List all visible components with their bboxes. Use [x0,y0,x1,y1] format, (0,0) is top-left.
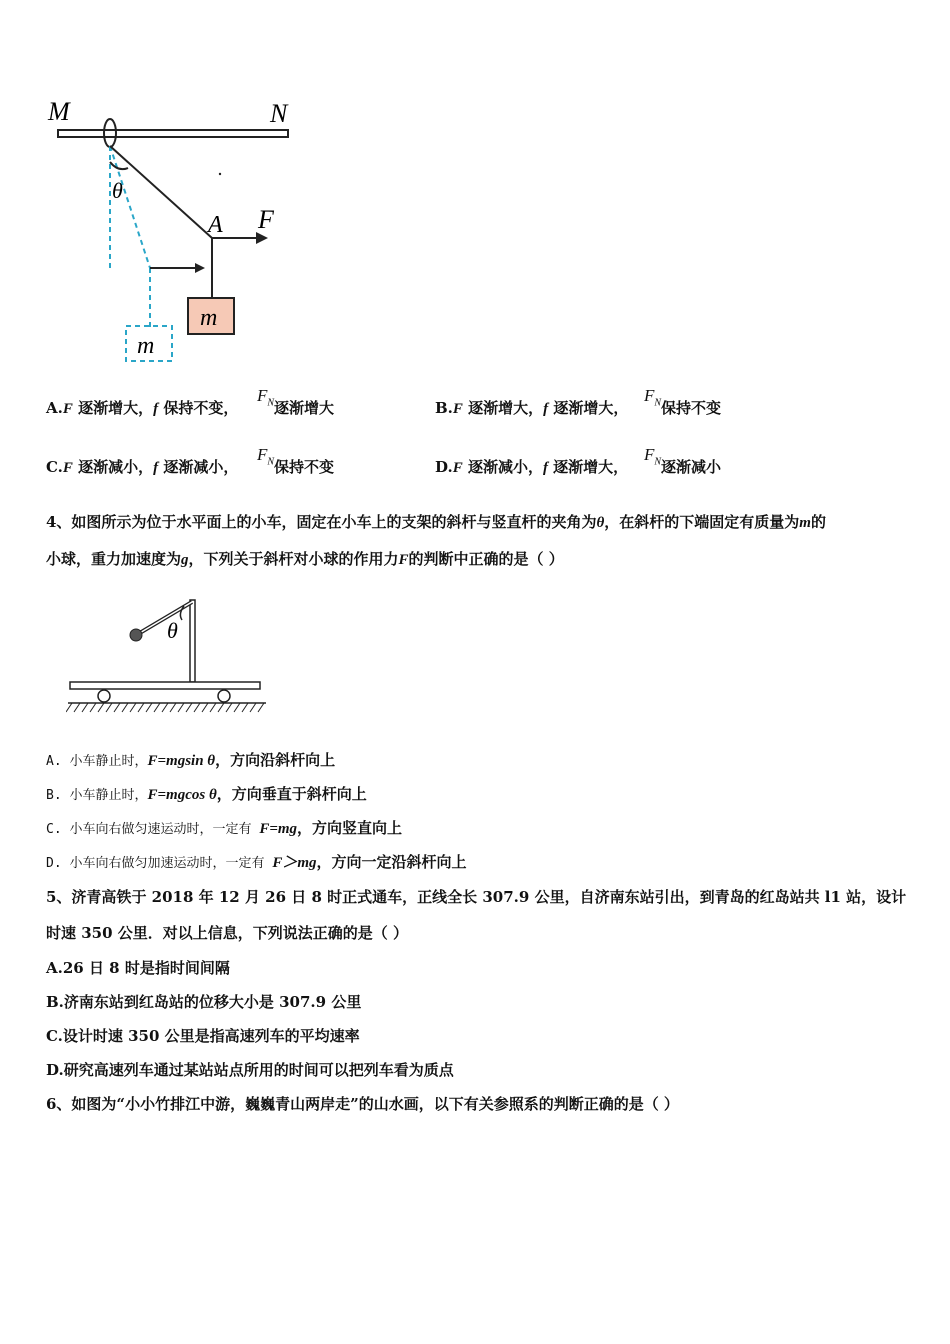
q5-option-c: C.设计时速 350 公里是指高速列车的平均速率 [46,1027,360,1045]
label-m-dashed: m [137,333,155,359]
q3-option-c: C.F 逐渐减小，f 逐渐减小， [46,458,239,476]
q4-option-a: A. 小车静止时，F=mgsin θ，方向沿斜杆向上 [46,751,336,769]
label-theta: θ [112,178,123,203]
q6-stem-line1: 6、如图为“小小竹排江中游，巍巍青山两岸走”的山水画，以下有关参照系的判断正确的是（ ） [46,1095,679,1113]
q4-stem-line1: 4、如图所示为位于水平面上的小车，固定在小车上的支架的斜杆与竖直杆的夹角为θ，在斜杆的下端固定有质量为m的 [46,513,826,531]
q3-c-fn: $F_N$ [257,445,275,468]
q4-option-c: C. 小车向右做匀速运动时，一定有 F=mg，方向竖直向上 [46,819,403,837]
q5-option-d: D.研究高速列车通过某站站点所用的时间可以把列车看为质点 [46,1061,454,1079]
q3-option-a: A.F 逐渐增大，f 保持不变， [46,399,239,417]
label-m-solid: m [200,305,218,331]
q5-option-b: B.济南东站到红岛站的位移大小是 307.9 公里 [46,993,362,1011]
q3-a-tail: 逐渐增大 [274,399,335,417]
label-M: M [48,97,70,126]
q3-a-fn: $F_N$ [257,386,275,409]
q5-stem-line2: 时速 350 公里．对以上信息，下列说法正确的是（ ） [46,924,408,942]
cart-theta-label: θ [167,618,178,643]
q4-stem-line2: 小球，重力加速度为g，下列关于斜杆对小球的作用力F的判断中正确的是（ ） [46,550,564,568]
q3-b-fn: $F_N$ [644,386,662,409]
q3-c-tail: 保持不变 [274,458,335,476]
figure-cart [66,592,276,717]
label-F: F [258,205,274,234]
q5-option-a: A.26 日 8 时是指时间间隔 [46,959,230,977]
figure-ring-rod [40,90,310,380]
q3-d-tail: 逐渐减小 [661,458,722,476]
q3-option-b: B.F 逐渐增大，f 逐渐增大， [435,399,629,417]
q3-b-tail: 保持不变 [661,399,722,417]
q4-option-b: B. 小车静止时，F=mgcos θ，方向垂直于斜杆向上 [46,785,367,803]
q4-option-d: D. 小车向右做匀加速运动时，一定有 F＞mg，方向一定沿斜杆向上 [46,853,467,871]
q3-option-d: D.F 逐渐减小，f 逐渐增大， [435,458,629,476]
label-N: N [270,99,288,128]
label-A: A [208,212,223,238]
q5-stem-line1: 5、济青高铁于 2018 年 12 月 26 日 8 时正式通车，正线全长 307.9 公里，自济南东站引出，到青岛的红岛站共 l1 站，设计 [46,888,907,906]
q3-d-fn: $F_N$ [644,445,662,468]
